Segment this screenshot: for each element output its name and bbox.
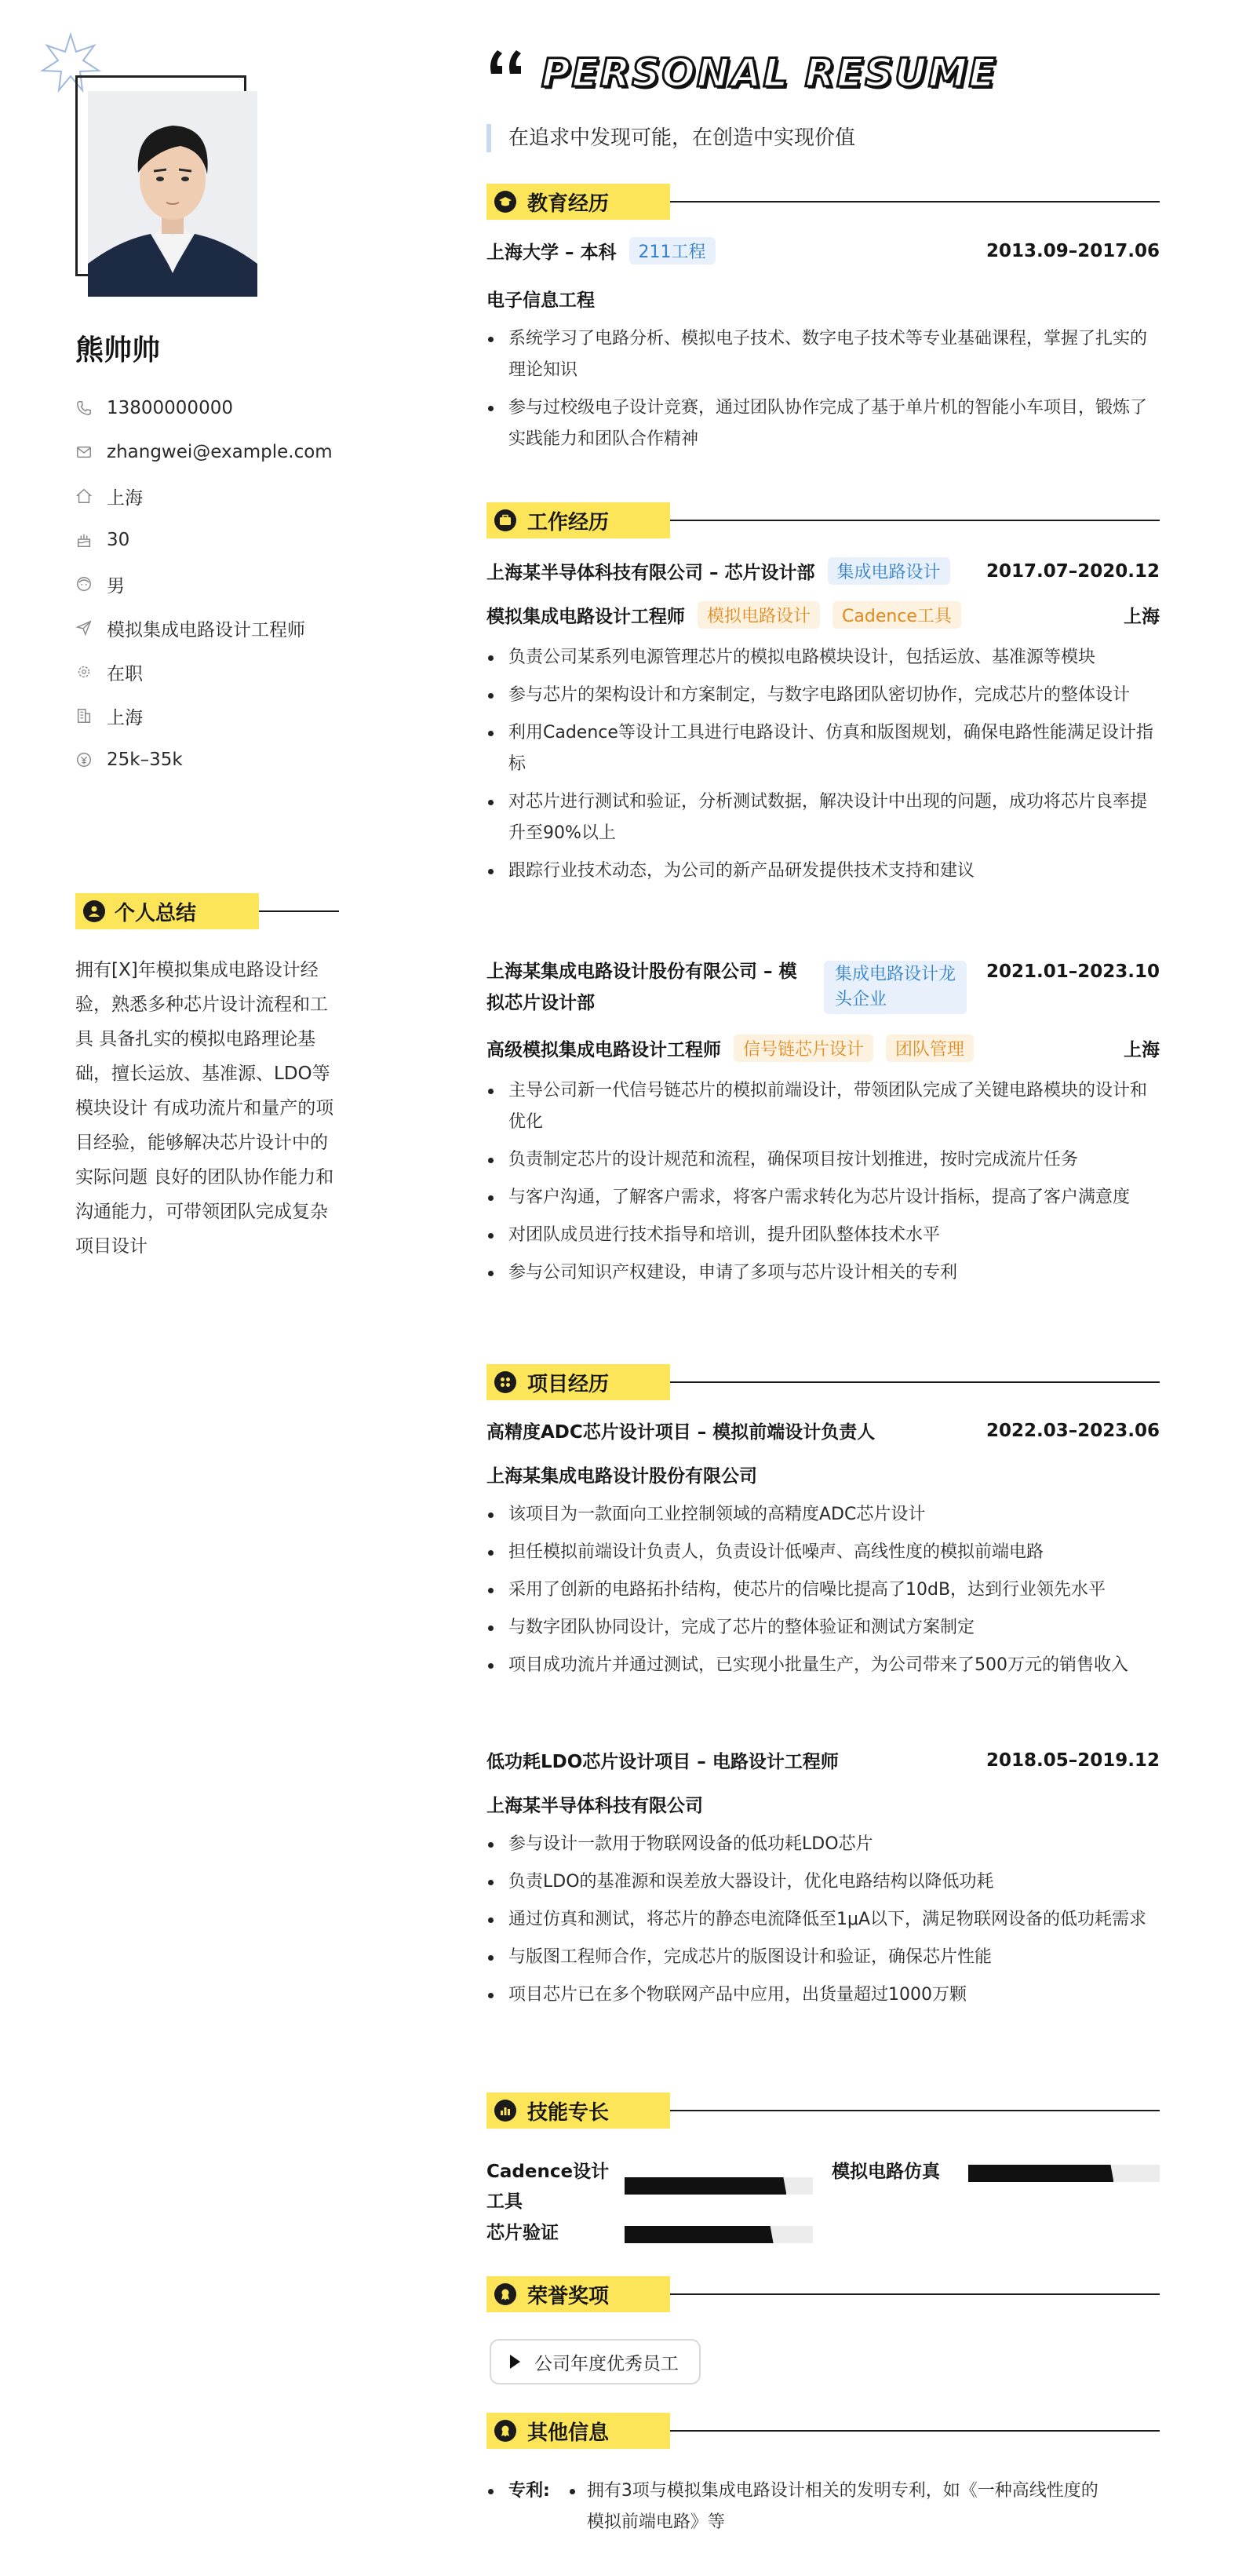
info-home-value: 上海 [107,487,143,509]
info-status [75,650,405,694]
divider [670,520,1160,521]
job-2-company-line2: 拟芯片设计部 [486,993,595,1013]
bar-chart-icon [494,2100,516,2122]
info-work-city [75,694,405,738]
list-item: 参与芯片的架构设计和方案制定，与数字电路团队密切协作，完成芯片的整体设计 [486,680,1160,711]
skill-3-bar-fill [625,2226,774,2243]
project-1-header [486,1418,1160,1443]
divider [670,2293,1160,2295]
list-item: 采用了创新的电路拓扑结构，使芯片的信噪比提高了10dB，达到行业领先水平 [486,1574,1160,1606]
list-item: 该项目为一款面向工业控制领域的高精度ADC芯片设计 [486,1499,1160,1531]
status-icon [75,663,93,680]
divider [670,2430,1160,2432]
job-2-company-line1: 上海某集成电路设计股份有限公司 – 模 [486,961,797,982]
summary-heading: 个人总结 [115,901,197,925]
job-1-bullets [486,642,1160,893]
job-1-header [486,557,1160,585]
education-major: 电子信息工程 [486,290,595,311]
job-2-badge-line1: 集成电路设计龙 [835,965,956,984]
other-item-line2: 模拟前端电路》等 [586,2512,725,2532]
job-1-tag: 模拟电路设计 [698,601,820,629]
job-2-tag: 团队管理 [886,1034,974,1062]
project-2-title: 低功耗LDO芯片设计项目 – 电路设计工程师 [486,1752,839,1772]
list-item: 参与过校级电子设计竞赛，通过团队协作完成了基于单片机的智能小车项目，锻炼了实践能力和团队合作精神 [486,392,1160,455]
divider [670,2110,1160,2111]
job-1-city: 上海 [1124,607,1160,627]
info-email [75,430,405,474]
job-1-tag: Cadence工具 [832,601,961,629]
education-bullets [486,323,1160,462]
job-1-period: 2017.07–2020.12 [986,560,1160,582]
list-item: 主导公司新一代信号链芯片的模拟前端设计，带领团队完成了关键电路模块的设计和优化 [486,1075,1160,1138]
info-phone [75,386,405,430]
project-2-header [486,1747,1160,1773]
salary-icon [75,751,93,768]
list-item: 负责制定芯片的设计规范和流程，确保项目按计划推进，按时完成流片任务 [486,1144,1160,1176]
education-school: 上海大学 – 本科 [486,243,617,263]
skill-1-bar-fill [625,2177,786,2195]
skill-2-name [832,2157,940,2187]
divider [259,910,339,912]
skills-section-header [486,2093,1160,2129]
resume-title: PERSONAL RESUME [541,50,997,96]
list-item: 对芯片进行测试和验证，分析测试数据，解决设计中出现的问题，成功将芯片良率提升至90%以上 [486,786,1160,849]
gender-icon [75,575,93,593]
info-target-role-value: 模拟集成电路设计工程师 [107,619,305,640]
job-1-company: 上海某半导体科技有限公司 – 芯片设计部 [486,563,815,583]
other-item-line1: 拥有3项与模拟集成电路设计相关的发明专利，如《一种高线性度的 [586,2481,1098,2501]
other-item-key: 专利: [508,2481,550,2501]
job-1-role-row [486,601,1160,629]
education-section-header [486,184,1160,220]
list-item: 负责LDO的基准源和误差放大器设计，优化电路结构以降低功耗 [486,1866,1160,1898]
list-item: 与数字团队协同设计，完成了芯片的整体验证和测试方案制定 [486,1612,1160,1644]
other-section-header [486,2413,1160,2449]
honors-section-header [486,2276,1160,2312]
briefcase-icon [494,509,516,531]
info-status-value: 在职 [107,663,143,684]
summary-text: 拥有[X]年模拟集成电路设计经验，熟悉多种芯片设计流程和工具 具备扎实的模拟电路理论基础，擅长运放、基准源、LDO等模块设计 有成功流片和量产的项目经验，能够解决芯片设计中的实际问题 良好的团队协作能力和沟通能力，可带领团队完成复杂项目设计 [75,960,334,1257]
mail-icon [75,443,93,461]
job-2-role-row [486,1034,1160,1062]
cake-icon [75,531,93,549]
home-icon [75,487,93,505]
info-age [75,518,405,562]
list-item: 与版图工程师合作，完成芯片的版图设计和验证，确保芯片性能 [486,1942,1160,1973]
user-icon [83,900,105,922]
skill-1-name [486,2157,609,2217]
phone-icon [75,400,93,417]
project-2-org: 上海某半导体科技有限公司 [486,1796,703,1816]
skill-1-bar [625,2177,813,2195]
education-row [486,237,1160,265]
skill-1-name-line2: 工具 [486,2191,523,2212]
job-2-city: 上海 [1124,1040,1160,1060]
motto: 在追求中发现可能，在创造中实现价值 [486,124,855,152]
honor-item [490,2339,701,2384]
list-item: 通过仿真和测试，将芯片的静态电流降低至1μA以下，满足物联网设备的低功耗需求 [486,1904,1160,1936]
list-item: 系统学习了电路分析、模拟电子技术、数字电子技术等专业基础课程，掌握了扎实的理论知识 [486,323,1160,386]
honors-heading: 荣誉奖项 [527,2284,610,2308]
education-badge: 211工程 [629,237,716,265]
list-item: 担任模拟前端设计负责人，负责设计低噪声、高线性度的模拟前端电路 [486,1537,1160,1568]
send-icon [75,619,93,637]
summary-section-header [75,893,339,929]
project-1-period: 2022.03–2023.06 [986,1420,1160,1441]
left-column [0,0,439,2576]
job-2-period: 2021.01–2023.10 [986,961,1160,982]
info-icon [494,2420,516,2442]
list-item: 负责公司某系列电源管理芯片的模拟电路模块设计，包括运放、基准源等模块 [486,642,1160,673]
honor-item-label: 公司年度优秀员工 [534,2353,679,2374]
list-item: 参与公司知识产权建设，申请了多项与芯片设计相关的专利 [486,1257,1160,1289]
bullet-dot [488,2489,494,2494]
education-period: 2013.09–2017.06 [986,240,1160,261]
skill-3-name [486,2218,559,2248]
skill-3-name-line1: 芯片验证 [486,2223,559,2243]
bullet-dot [570,2489,575,2494]
skill-2-bar [968,2165,1160,2182]
profile-name: 熊帅帅 [75,334,161,367]
work-section-header [486,502,1160,538]
project-1-bullets [486,1499,1160,1688]
info-gender [75,562,405,606]
graduation-cap-icon [494,191,516,213]
award-icon [494,2283,516,2305]
contact-info-list [75,386,405,782]
list-item: 跟踪行业技术动态，为公司的新产品研发提供技术支持和建议 [486,856,1160,887]
other-item-value [568,2476,1098,2538]
project-1-title: 高精度ADC芯片设计项目 – 模拟前端设计负责人 [486,1422,876,1443]
job-1-role: 模拟集成电路设计工程师 [486,607,685,627]
work-heading: 工作经历 [527,510,610,535]
info-gender-value: 男 [107,575,125,597]
skill-1-name-line1: Cadence设计 [486,2162,610,2182]
skills-heading: 技能专长 [527,2100,610,2125]
info-home [75,474,405,518]
divider [670,1381,1160,1383]
projects-section-header [486,1364,1160,1400]
list-item: 项目芯片已在多个物联网产品中应用，出货量超过1000万颗 [486,1979,1160,2011]
job-2-badge-line2: 头企业 [835,990,887,1009]
other-item [486,2476,1160,2538]
building-icon [75,707,93,724]
play-triangle-icon [510,2355,520,2369]
list-item: 参与设计一款用于物联网设备的低功耗LDO芯片 [486,1829,1160,1860]
avatar [88,91,257,297]
info-age-value: 30 [107,530,130,550]
job-2-badge [824,961,967,1014]
list-item: 项目成功流片并通过测试，已实现小批量生产，为公司带来了500万元的销售收入 [486,1650,1160,1681]
job-2-role: 高级模拟集成电路设计工程师 [486,1040,721,1060]
projects-heading: 项目经历 [527,1372,610,1396]
info-email-value: zhangwei@example.com [107,442,333,462]
skill-2-bar-fill [968,2165,1113,2182]
list-item: 利用Cadence等设计工具进行电路设计、仿真和版图规划，确保电路性能满足设计指标 [486,717,1160,780]
list-item: 对团队成员进行技术指导和培训，提升团队整体技术水平 [486,1220,1160,1251]
grid-icon [494,1371,516,1393]
job-2-header [486,956,1160,1019]
skill-2-name-line1: 模拟电路仿真 [832,2162,940,2182]
job-1-badge: 集成电路设计 [828,557,950,585]
project-2-bullets [486,1829,1160,2017]
skill-3-bar [625,2226,813,2243]
project-2-period: 2018.05–2019.12 [986,1750,1160,1771]
project-1-org: 上海某集成电路设计股份有限公司 [486,1466,757,1487]
info-salary-value: 25k–35k [107,750,183,770]
education-heading: 教育经历 [527,192,610,216]
info-salary [75,738,405,782]
divider [670,201,1160,203]
other-heading: 其他信息 [527,2421,610,2445]
info-work-city-value: 上海 [107,707,143,728]
info-target-role [75,606,405,650]
info-phone-value: 13800000000 [107,398,233,418]
job-2-bullets [486,1075,1160,1295]
job-2-tag: 信号链芯片设计 [734,1034,873,1062]
list-item: 与客户沟通，了解客户需求，将客户需求转化为芯片设计指标，提高了客户满意度 [486,1182,1160,1213]
quote-mark-icon [486,46,530,77]
